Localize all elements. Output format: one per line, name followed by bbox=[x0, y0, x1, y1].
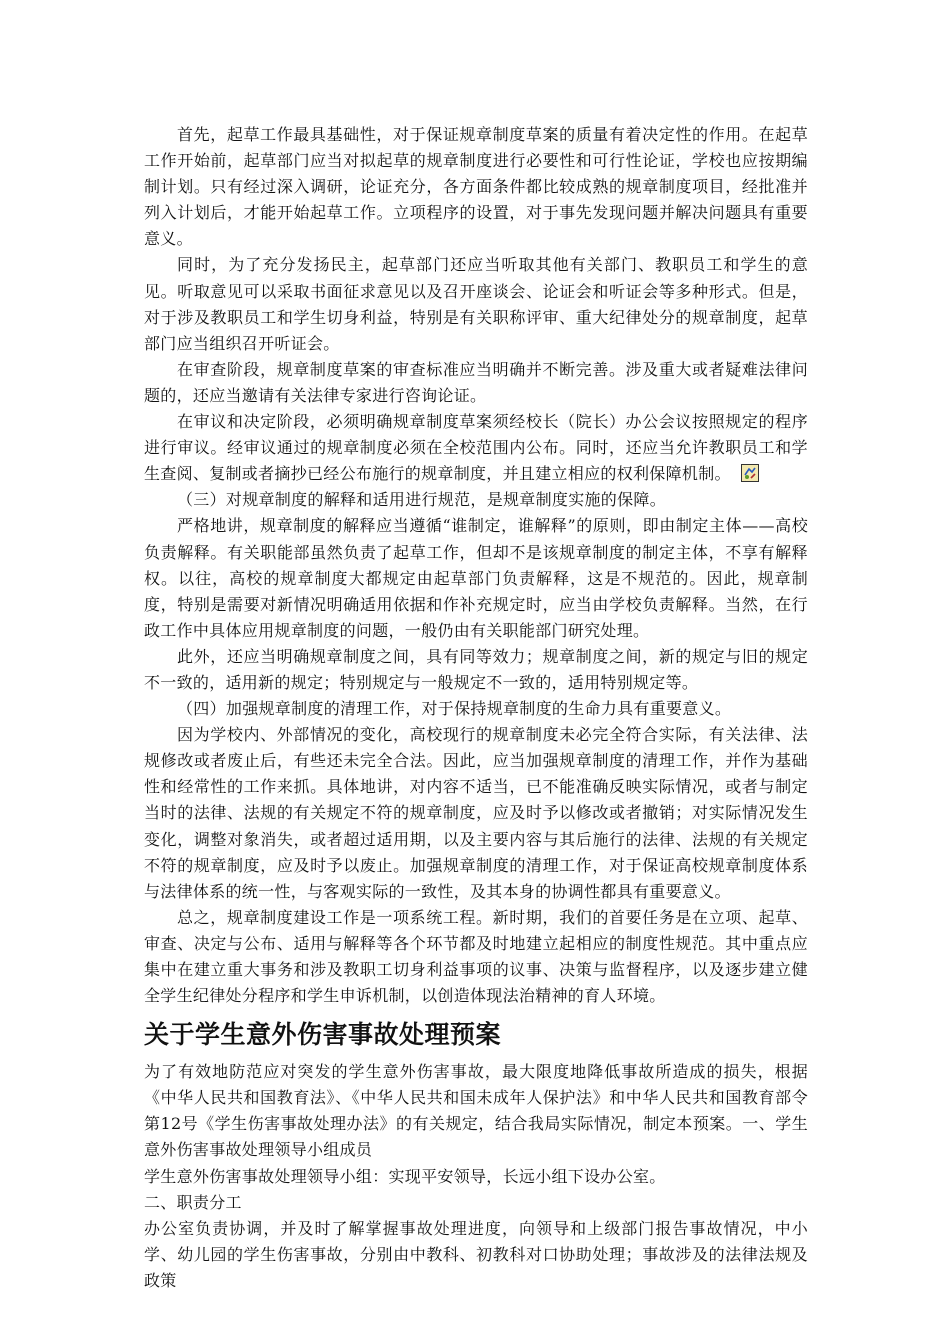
paragraph-validity: 此外，还应当明确规章制度之间，具有同等效力；规章制度之间，新的规定与旧的规定不一致的，适用新的规定；特别规定与一般规定不一致的，适用特别规定等。 bbox=[144, 646, 808, 692]
paragraph-leadership-group: 学生意外伤害事故处理领导小组：实现平安领导，长远小组下设办公室。 bbox=[144, 1166, 666, 1186]
paragraph-cleanup: 因为学校内、外部情况的变化，高校现行的规章制度未必完全符合实际，有关法律、法规修改或者废止后，有些还未完全合法。因此，应当加强规章制度的清理工作，并作为基础性和经常性的工作来抓。具体地讲，对内容不适当，已不能准确反映实际情况，或者与制定当时的法律、法规的有关规定不符的规章制度，应及时予以修改或者撤销；对实际情况发生变化，调整对象消失，或者超过适用期，以及主要内容与其后施行的法律、法规的有关规定不符的规章制度，应及时予以废止。加强规章制度的清理工作，对于保证高校规章制度体系与法律体系的统一性，与客观实际的一致性，及其本身的协调性都具有重要意义。 bbox=[144, 725, 808, 901]
paragraph-decision bbox=[144, 409, 808, 487]
paragraph-interpretation: 严格地讲，规章制度的解释应当遵循“谁制定，谁解释”的原则，即由制定主体——高校负责解释。有关职能部虽然负责了起草工作，但却不是该规章制度的制定主体，不享有解释权。以往，高校的规章制度大都规定由起草部门负责解释，这是不规范的。因此，规章制度，特别是需要对新情况明确适用依据和作补充规定时，应当由学校负责解释。当然，在行政工作中具体应用规章制度的问题，一般仍由有关职能部门研究处理。 bbox=[144, 516, 808, 640]
section-duties-heading: 二、职责分工 bbox=[144, 1192, 242, 1212]
section-three-heading: （三）对规章制度的解释和适用进行规范，是规章制度实施的保障。 bbox=[177, 490, 667, 510]
document-heading: 关于学生意外伤害事故处理预案 bbox=[144, 1020, 502, 1050]
paragraph-intro: 为了有效地防范应对突发的学生意外伤害事故，最大限度地降低事故所造成的损失，根据《中华人民共和国教育法》、《中华人民共和国未成年人保护法》和中华人民共和国教育部令第12号《学生伤害事故处理办法》的有关规定，结合我局实际情况，制定本预案。一、学生意外伤害事故处理领导小组成员 bbox=[144, 1062, 808, 1160]
paragraph-duties: 办公室负责协调，并及时了解掌握事故处理进度，向领导和上级部门报告事故情况，中小学、幼儿园的学生伤害事故，分别由中教科、初教科对口协助处理；事故涉及的法律法规及政策 bbox=[144, 1218, 808, 1290]
paragraph-hearing: 同时，为了充分发扬民主，起草部门还应当听取其他有关部门、教职员工和学生的意见。听取意见可以采取书面征求意见以及召开座谈会、论证会和听证会等多种形式。但是，对于涉及教职员工和学生切身利益，特别是有关职称评审、重大纪律处分的规章制度，起草部门应当组织召开听证会。 bbox=[144, 255, 808, 353]
paragraph-review: 在审查阶段，规章制度草案的审查标准应当明确并不断完善。涉及重大或者疑难法律问题的，还应当邀请有关法律专家进行咨询论证。 bbox=[144, 359, 808, 405]
paragraph-decision-text: 在审议和决定阶段，必须明确规章制度草案须经校长（院长）办公会议按照规定的程序进行审议。经审议通过的规章制度必须在全校范围内公布。同时，还应当允许教职员工和学生查阅、复制或者摘抄已经公布施行的规章制度，并且建立相应的权利保障机制。 bbox=[144, 412, 808, 484]
paragraph-drafting: 首先，起草工作最具基础性，对于保证规章制度草案的质量有着决定性的作用。在起草工作开始前，起草部门应当对拟起草的规章制度进行必要性和可行性论证，学校也应按期编制计划。只有经过深入调研，论证充分，各方面条件都比较成熟的规章制度项目，经批准并列入计划后，才能开始起草工作。立项程序的设置，对于事先发现问题并解决问题具有重要意义。 bbox=[144, 125, 808, 249]
section-four-heading: （四）加强规章制度的清理工作，对于保持规章制度的生命力具有重要意义。 bbox=[177, 699, 732, 719]
paragraph-summary: 总之，规章制度建设工作是一项系统工程。新时期，我们的首要任务是在立项、起草、审查、决定与公布、适用与解释等各个环节都及时地建立起相应的制度性规范。其中重点应集中在建立重大事务和涉及教职工切身利益事项的议事、决策与监督程序，以及逐步建立健全学生纪律处分程序和学生申诉机制，以创造体现法治精神的育人环境。 bbox=[144, 907, 808, 1006]
embedded-object-icon[interactable] bbox=[741, 464, 759, 482]
